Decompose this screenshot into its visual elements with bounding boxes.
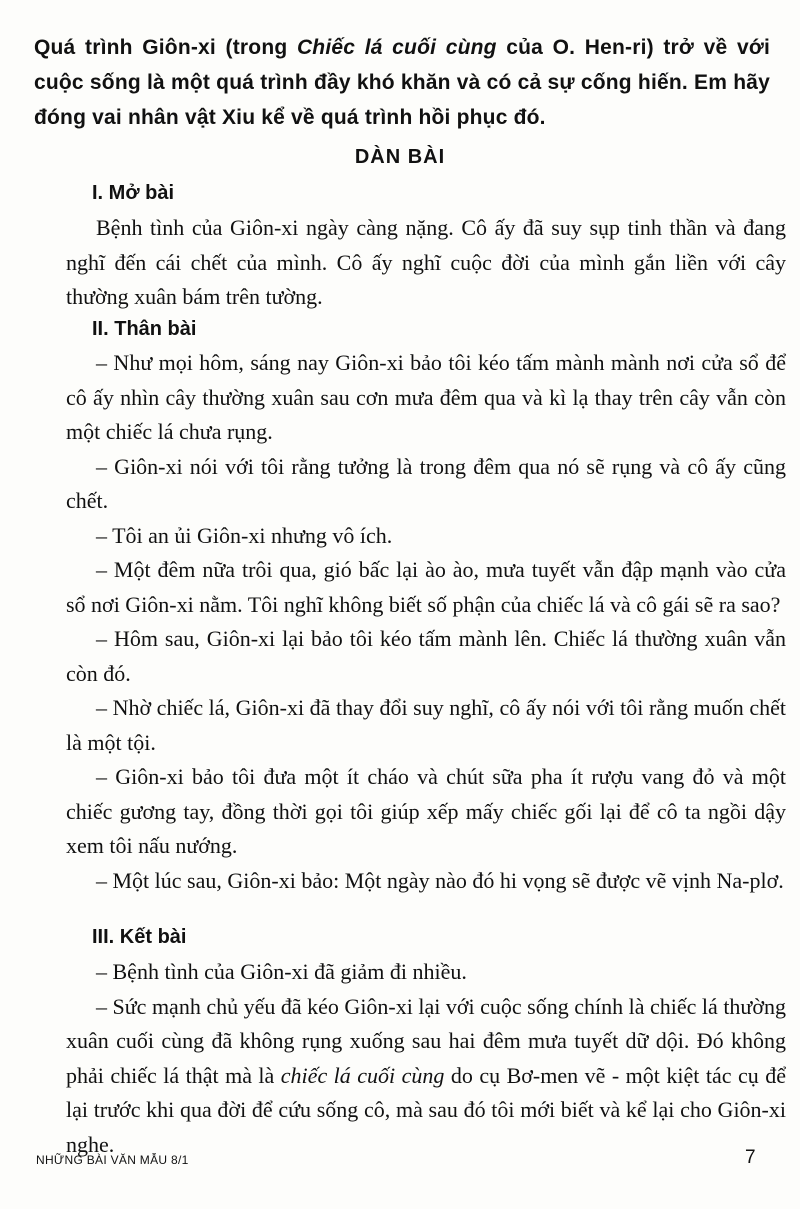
- paragraph: – Giôn-xi nói với tôi rằng tưởng là trong đêm qua nó sẽ rụng và cô ấy cũng chết.: [66, 453, 786, 513]
- prompt-text-part2: của O. Hen-ri) trở về với cuộc sống là một quá trình đầy khó khăn và có cả sự cống hiến. Em hãy đóng vai nhân vật Xiu kể về quá trình hồi phục đó.: [34, 36, 770, 129]
- section-body-main: [66, 346, 786, 898]
- section-heading-body: II. Thân bài: [92, 318, 197, 340]
- paragraph: Bệnh tình của Giôn-xi ngày càng nặng. Cô ấy đã suy sụp tinh thần và đang nghĩ đến cái chết của mình. Cô ấy nghĩ cuộc đời của mình gắn liền với cây thường xuân bám trên tường.: [66, 215, 786, 309]
- final-italic-title: chiếc lá cuối cùng: [280, 1062, 445, 1088]
- prompt-story-title: Chiếc lá cuối cùng: [296, 36, 497, 59]
- paragraph: – Một lúc sau, Giôn-xi bảo: Một ngày nào đó hi vọng sẽ được vẽ vịnh Na-plơ.: [96, 867, 784, 893]
- section-body-intro: [66, 211, 786, 315]
- paragraph: – Hôm sau, Giôn-xi lại bảo tôi kéo tấm mành lên. Chiếc lá thường xuân vẫn còn đó.: [66, 626, 786, 686]
- section-heading-conclusion: III. Kết bài: [92, 926, 187, 948]
- paragraph: – Nhờ chiếc lá, Giôn-xi đã thay đổi suy nghĩ, cô ấy nói với tôi rằng muốn chết là một tội.: [66, 695, 786, 755]
- outline-heading: DÀN BÀI: [354, 146, 446, 168]
- paragraph-final: [66, 990, 786, 1163]
- section-body-conclusion: [66, 955, 786, 1162]
- section-heading-intro: I. Mở bài: [92, 182, 175, 204]
- essay-prompt: [34, 30, 770, 135]
- page-number: 7: [745, 1147, 756, 1168]
- book-title-footer: NHỮNG BÀI VĂN MẪU 8/1: [36, 1153, 189, 1167]
- paragraph: – Tôi an ủi Giôn-xi nhưng vô ích.: [96, 522, 393, 548]
- final-text-part1: – Sức mạnh chủ yếu đã kéo Giôn-xi lại với cuộc sống chính là chiếc lá thường xuân cuối cùng đã không rụng xuống sau hai đêm mưa tuyết dữ dội. Đó không phải chiếc lá thật mà là: [66, 993, 786, 1088]
- paragraph: – Giôn-xi bảo tôi đưa một ít cháo và chút sữa pha ít rượu vang đỏ và một chiếc gương tay, đồng thời gọi tôi giúp xếp mấy chiếc gối lại để cô ta ngồi dậy xem tôi nấu nướng.: [66, 764, 786, 858]
- paragraph: – Một đêm nữa trôi qua, gió bấc lại ào ào, mưa tuyết vẫn đập mạnh vào cửa sổ nơi Giôn-xi nằm. Tôi nghĩ không biết số phận của chiếc lá và cô gái sẽ ra sao?: [66, 557, 786, 617]
- paragraph: – Bệnh tình của Giôn-xi đã giảm đi nhiều.: [96, 959, 467, 984]
- prompt-text-part1: Quá trình Giôn-xi (trong: [34, 36, 297, 59]
- paragraph: – Như mọi hôm, sáng nay Giôn-xi bảo tôi kéo tấm mành mành nơi cửa sổ để cô ấy nhìn cây thường xuân sau cơn mưa đêm qua và kì lạ thay trên cây vẫn còn một chiếc lá chưa rụng.: [66, 350, 786, 444]
- final-text-part2: do cụ Bơ-men vẽ - một kiệt tác cụ để lại trước khi qua đời để cứu sống cô, mà sau đó tôi mới biết và kể lại cho Giôn-xi nghe.: [66, 1062, 786, 1157]
